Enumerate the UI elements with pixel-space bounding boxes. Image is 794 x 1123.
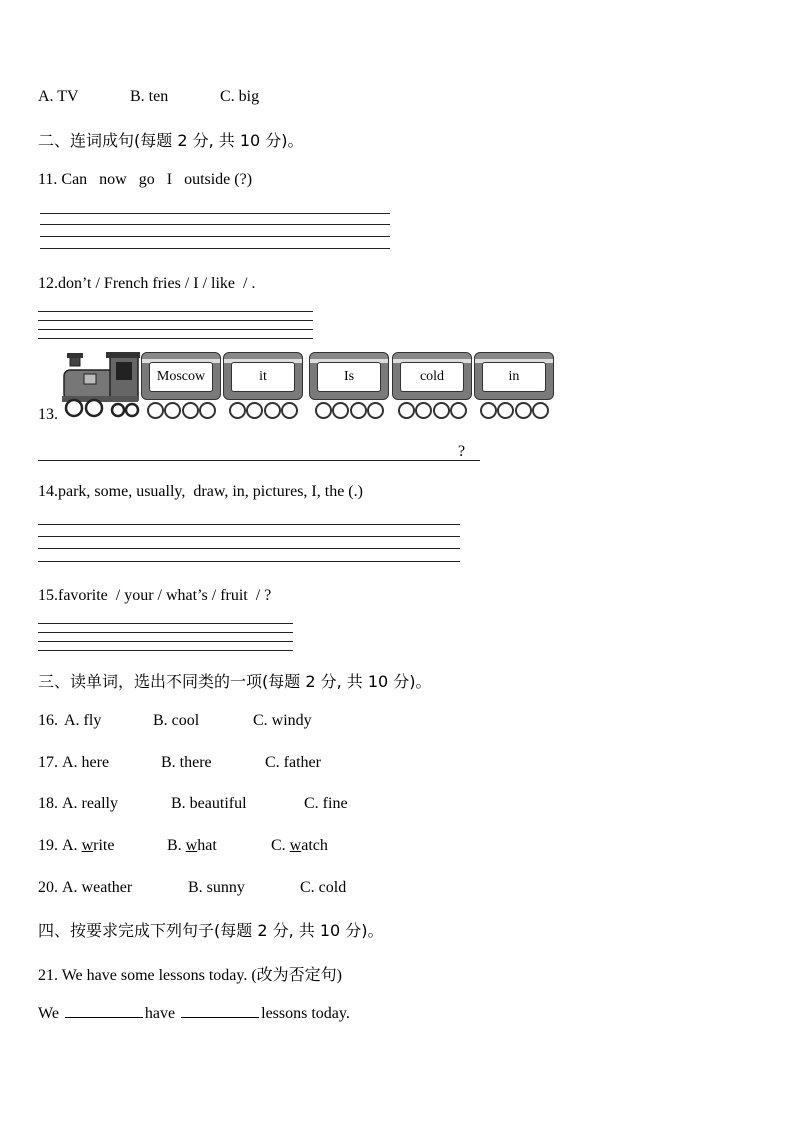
train-word: in	[482, 362, 546, 392]
q19-option-c: C. watch	[271, 837, 328, 854]
locomotive-icon	[60, 350, 140, 420]
q20-option-c: C. cold	[300, 879, 347, 896]
q16-number: 16.	[38, 712, 58, 729]
q21-prompt	[38, 962, 342, 985]
answer-line	[40, 213, 390, 214]
q17-option-c: C. father	[265, 754, 321, 771]
answer-line	[38, 548, 460, 549]
q21-text: 21. We have some lessons today. (改为否定句)	[38, 967, 343, 984]
q15-prompt: 15.favorite / your / what’s / fruit / ?	[38, 587, 272, 604]
q18-option-a: A. really	[62, 795, 118, 812]
answer-line	[38, 623, 293, 624]
q20-row	[38, 879, 346, 897]
section-2-title: 二、连词成句(每题 2 分, 共 10 分)。	[38, 131, 304, 150]
answer-line	[38, 311, 313, 312]
q18-row	[38, 795, 348, 813]
q16-option-c: C. windy	[253, 712, 312, 729]
q16-option-a: A. fly	[64, 712, 102, 729]
answer-line	[38, 650, 293, 651]
train-word: Is	[317, 362, 381, 392]
q17-number: 17.	[38, 754, 58, 771]
q20-option-a: A. weather	[62, 879, 133, 896]
answer-line	[38, 320, 313, 321]
q10-option-a: A. TV	[38, 88, 79, 105]
q21-blank-1[interactable]	[65, 1003, 143, 1018]
q10-option-b: B. ten	[130, 88, 169, 105]
q17-row	[38, 754, 321, 772]
answer-line	[40, 236, 390, 237]
answer-line	[40, 248, 390, 249]
q20-number: 20.	[38, 879, 58, 896]
q13-question-mark: ?	[458, 443, 466, 460]
q19-number: 19.	[38, 837, 58, 854]
q19-option-b: B. what	[167, 837, 217, 854]
train-car	[474, 352, 554, 418]
answer-line	[38, 632, 293, 633]
q18-option-c: C. fine	[304, 795, 348, 812]
answer-line	[40, 224, 390, 225]
train-word: it	[231, 362, 295, 392]
section-3-title: 三、读单词，选出不同类的一项(每题 2 分, 共 10 分)。	[38, 672, 432, 691]
q17-option-b: B. there	[161, 754, 212, 771]
q20-option-b: B. sunny	[188, 879, 245, 896]
q16-option-b: B. cool	[153, 712, 200, 729]
q18-number: 18.	[38, 795, 58, 812]
train-car	[309, 352, 389, 418]
q16-row	[38, 712, 312, 730]
train-car	[223, 352, 303, 418]
train-car	[392, 352, 472, 418]
word-train-picture	[60, 350, 560, 422]
answer-line	[38, 524, 460, 525]
section-4-title: 四、按要求完成下列句子(每题 2 分, 共 10 分)。	[38, 921, 384, 940]
answer-line	[38, 536, 460, 537]
q17-option-a: A. here	[62, 754, 110, 771]
q12-prompt: 12.don’t / French fries / I / like / .	[38, 275, 256, 292]
q19-row	[38, 837, 328, 855]
q18-option-b: B. beautiful	[171, 795, 247, 812]
q21-word-have: have	[144, 1005, 176, 1022]
answer-line	[38, 460, 480, 461]
q21-word-we: We	[38, 1005, 59, 1022]
answer-line	[38, 329, 313, 330]
train-word: cold	[400, 362, 464, 392]
q10-option-c: C. big	[220, 88, 260, 105]
q11-prompt: 11. Can now go I outside (?)	[38, 171, 253, 188]
q19-option-a: A. write	[62, 837, 115, 854]
q21-answer-line	[38, 1003, 350, 1023]
q14-prompt: 14.park, some, usually, draw, in, pictures, I, the (.)	[38, 483, 363, 500]
answer-line	[38, 641, 293, 642]
train-car	[141, 352, 221, 418]
q10-options	[38, 88, 259, 106]
answer-line	[38, 338, 313, 339]
q21-blank-2[interactable]	[181, 1003, 259, 1018]
train-word: Moscow	[149, 362, 213, 392]
answer-line	[38, 561, 460, 562]
q21-word-lessons: lessons today.	[261, 1005, 350, 1022]
q13-number: 13.	[38, 406, 58, 423]
